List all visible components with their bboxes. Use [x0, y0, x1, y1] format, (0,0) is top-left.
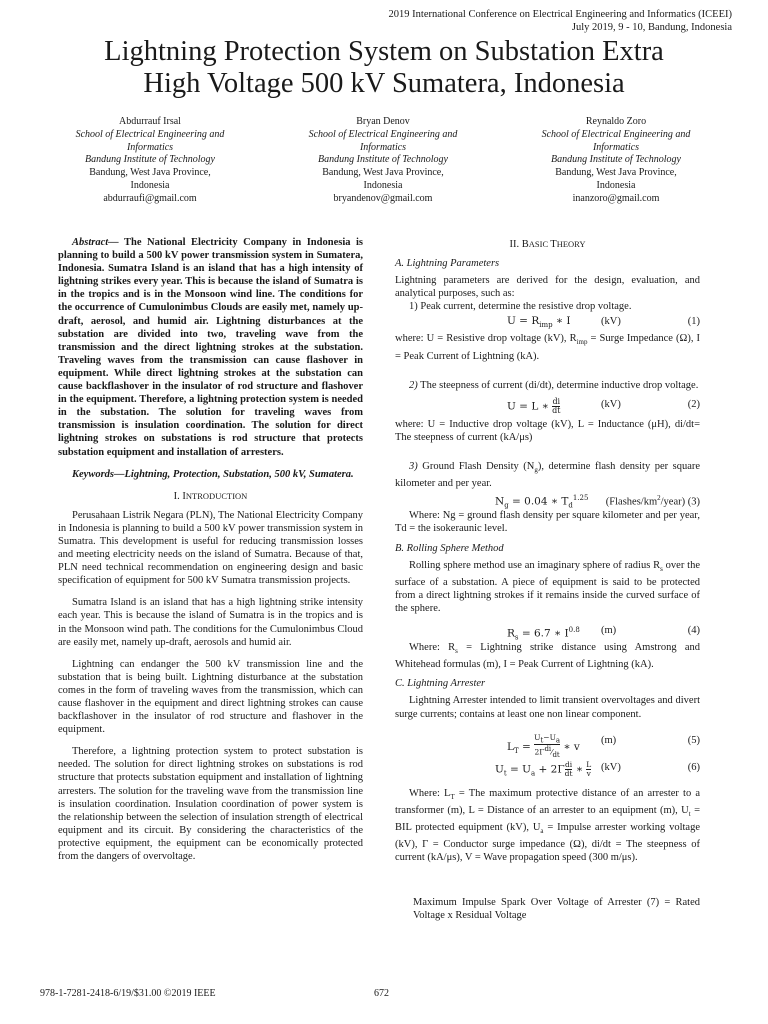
left-column: [58, 236, 363, 863]
author-affiliation: School of Electrical Engineering and: [75, 128, 225, 140]
author-email: inanzoro@gmail.com: [572, 192, 660, 204]
paragraph: Where: $L_T$ = The maximum protective distance of an arrester to a transformer (m), L = Distance of an arrester to an equipment (m), $U_t$ = BIL protected equipment (kV), $U_a$ = Impulse arrester working voltage (kV), Γ = Conductor surge impedance (Ω), di/dt = The steepness of current (kA/μs), V = Wave propagation speed (300 m/μs).: [395, 787, 701, 864]
author-country: Indonesia: [596, 179, 636, 191]
section-rest: ASIC: [528, 239, 551, 249]
section-number: II.: [509, 239, 520, 250]
equation-expression: U = L ∗ $\frac{di}{dt}$: [507, 396, 561, 415]
author-2: [283, 116, 483, 206]
subsection-heading: A. Lightning Parameters: [395, 258, 500, 270]
equation-number: (5): [687, 734, 700, 746]
item-text: The steepness of current (di/dt), determine inductive drop voltage.: [417, 379, 699, 391]
abstract-text: The National Electricity Company in Indonesia is planning to build a 500 kV power transmission system in Sumatera, Indonesia. Sumatra Island is an island that has a high intensity of lightning strikes every year. This is because the island of Sumatra is in the tropics and is in the Monsoon wind line. The conditions for the occurrence of Cumulonimbus Clouds are easily met, namely up-draft, aerosol, and humid air. Lightning disturbances at the substation are divided into two, traveling wave from the transmission and the direct lightning strokes at the substation. Traveling waves from the transmission can cause flashover in equipment. While direct lightning strokes at the substation can cause backflashover in the insulator of rod structure and flashover in the equipment. Therefore, a lightning protection system is needed in the substation. The solution for traveling waves from transmission is insulation coordination. The solution for direct lightning strokes on substations is rod structure that protects substation equipment and installation of arresters.: [58, 237, 363, 458]
paragraph: Sumatra Island is an island that has a high lightning strike intensity each year. This is because the island of Sumatra is in the tropics and is in the Monsoon wind path. The conditions for the Cumulonimbus Cloud are easily met, namely up-draft, aerosols and humid air.: [58, 597, 363, 648]
author-name: Abdurrauf Irsal: [119, 116, 181, 127]
paper-title: [0, 36, 768, 100]
section-initial: B: [521, 239, 529, 250]
where-text: Where: L: [409, 787, 451, 799]
section-rest: HEORY: [556, 239, 586, 249]
equation-expression: $R_s = 6.7$ ∗ $I^{0.8}$: [507, 626, 580, 642]
equation-number: (4): [687, 625, 700, 637]
where-text: Where: R: [409, 642, 456, 654]
list-item: [395, 379, 700, 392]
keywords-label: Keywords—: [72, 468, 125, 480]
author-affiliation: School of Electrical Engineering and: [308, 128, 458, 140]
keywords: [58, 468, 363, 481]
author-location: Bandung, West Java Province,: [322, 167, 444, 179]
equation-unit: (m): [601, 734, 617, 746]
author-institution: Bandung Institute of Technology: [85, 154, 215, 166]
equation-unit: (kV): [601, 761, 621, 773]
paragraph-text: over the surface of a substation. A piece of equipment is said to be protected from a direct lightning strokes if it remains inside the curved surface of the sphere.: [395, 559, 700, 614]
section-heading-basic-theory: [395, 238, 700, 251]
abstract: [58, 236, 363, 459]
equation-number: (2): [687, 398, 700, 410]
author-email: abdurraufi@gmail.com: [103, 192, 197, 204]
section-heading-introduction: [58, 490, 363, 503]
equation-expression: $U = R_{imp}$ ∗ I: [507, 315, 571, 330]
equation-unit: (kV): [601, 398, 621, 410]
equation-unit: (kV): [601, 316, 621, 328]
keywords-text: Lightning, Protection, Substation, 500 kV, Sumatera.: [124, 468, 354, 480]
author-affiliation: School of Electrical Engineering and: [541, 128, 691, 140]
abstract-label: Abstract—: [72, 237, 119, 248]
subsection-heading: B. Rolling Sphere Method: [395, 542, 504, 554]
paragraph: Lightning can endanger the 500 kV transmission line and the substation that is being built. Lightning disturbance at the substation comes in the form of traveling waves from the transmission, which can cause flashover in the equipment and direct lightning strokes can cause backflashover in the insulator of rod structure and flashover in the equipment.: [58, 658, 363, 736]
paragraph: Therefore, a lightning protection system to protect substation is needed. The solution for direct lightning strokes on substations is rod structure that protects substation equipment and installation of lightning arresters. The solution for the traveling wave from the transmission line is insulation coordination. Insulation coordination of power system is the relationship between the selection of insulation strength of electrical equipment and its circuit. By considering the characteristics of the protective equipment, the equipment can be economically protected from the dangers of overvoltage.: [58, 746, 363, 863]
subsection-heading: C. Lightning Arrester: [395, 678, 486, 690]
paragraph: Lightning parameters are derived for the design, evaluation, and analytical purposes, such as:: [395, 275, 700, 300]
equation-expression: $U_t = U_a + 2\Gamma$ $\frac{di}{dt}$ ∗ $\frac{L}{v}$: [495, 759, 592, 778]
author-country: Indonesia: [130, 179, 170, 191]
item-text: ), determine flash density per square kilometer and per year.: [395, 461, 701, 490]
item-number: 3): [409, 461, 418, 473]
author-affiliation: Informatics: [359, 141, 407, 153]
section-initial: I: [182, 490, 186, 502]
author-location: Bandung, West Java Province,: [555, 167, 677, 179]
where-text: = BIL protected equipment (kV), U: [395, 804, 701, 833]
paragraph: Perusahaan Listrik Negara (PLN), The National Electricity Company in Indonesia is planning to build a 500 kV power transmission system in Sumatra. This development is useful for reducing transmission losses and meeting electricity needs on the island of Sumatra. Because of that, PLN need technical recommendation on engineering design and basic specification of equipment for 500 kV Sumatra transmission projects.: [58, 509, 363, 587]
equation-number: (6): [687, 761, 700, 773]
equation-1: [395, 315, 700, 330]
title-line-2: High Voltage 500 kV Sumatera, Indonesia: [143, 68, 625, 99]
equation-6: [395, 757, 700, 781]
where-text: = Lightning strike distance using Amstrong and Whitehead formulas (m), I = Peak Current of Lightning (kA).: [395, 642, 701, 671]
author-country: Indonesia: [363, 179, 403, 191]
conference-date: July 2019, 9 - 10, Bandung, Indonesia: [571, 22, 732, 33]
author-institution: Bandung Institute of Technology: [551, 154, 681, 166]
where-text: = Impulse arrester working voltage (kV), Γ = Conductor surge impedance (Ω), di/dt = The steepness of current (kA/μs), V = Wave propagation speed (300 m/μs).: [395, 822, 700, 864]
title-line-1: Lightning Protection System on Substation Extra: [104, 36, 664, 67]
author-location: Bandung, West Java Province,: [89, 167, 211, 179]
paragraph: where: U = Resistive drop voltage (kV), $R_{imp}$ = Surge Impedance (Ω), I = Peak Current of Lightning (kA).: [395, 333, 701, 362]
equation-unit: (m): [601, 625, 617, 637]
author-name: Bryan Denov: [356, 116, 410, 127]
paragraph: Lightning Arrester intended to limit transient overvoltages and divert surge currents; contains at least one non linear component.: [395, 695, 700, 720]
where-text: = Surge Impedance (Ω), I = Peak Current of Lightning (kA).: [395, 333, 701, 362]
author-name: Reynaldo Zoro: [585, 116, 647, 127]
equation-number: /year) (3): [660, 496, 700, 508]
author-email: bryandenov@gmail.com: [333, 192, 433, 204]
section-number: I.: [173, 490, 180, 502]
equation-number: (1): [687, 316, 700, 328]
paragraph: Rolling sphere method use an imaginary sphere of radius $R_s$ over the surface of a substation. A piece of equipment is said to be protected from a direct lightning strokes if it remains inside the curved surface of the sphere.: [395, 559, 700, 614]
where-text: where: U = Resistive drop voltage (kV), R: [395, 333, 577, 345]
equation-unit-number: $(Flashes/km^2/year)$ (3): [605, 494, 700, 508]
conference-header: [312, 8, 732, 34]
paragraph-text: Rolling sphere method use an imaginary sphere of radius R: [409, 559, 661, 571]
equation-4: [395, 624, 700, 642]
right-column: [395, 238, 700, 923]
paragraph: Where: Ng = ground flash density per square kilometer and per year, Td = the isokeraunic level.: [395, 510, 700, 535]
section-rest: NTRODUCTION: [185, 490, 248, 501]
list-item: 3) Ground Flash Density $(N_g)$, determine flash density per square kilometer and per year.: [395, 461, 701, 490]
author-1: [50, 116, 250, 206]
equation-unit: (Flashes/km: [605, 496, 658, 508]
author-affiliation: Informatics: [126, 141, 174, 153]
equation-7: Maximum Impulse Spark Over Voltage of Arrester (7) = Rated Voltage x Residual Voltage: [413, 897, 700, 922]
conference-name: 2019 International Conference on Electrical Engineering and Informatics (ICEEI): [388, 9, 732, 20]
equation-2: [395, 394, 700, 416]
equation-3: [395, 492, 700, 510]
author-institution: Bandung Institute of Technology: [318, 154, 448, 166]
paragraph: Where: $R_s$ = Lightning strike distance using Amstrong and Whitehead formulas (m), I = Peak Current of Lightning (kA).: [395, 642, 701, 671]
item-number: 2): [409, 379, 418, 391]
equation-5: [395, 729, 700, 760]
where-text: = The maximum protective distance of an arrester to a transformer (m), L = Distance of an arrester to an equipment (m), U: [395, 787, 701, 816]
equation-expression: $L_T$ = $U_t-U_a$ $2\Gamma^{di}⁄_{dt}$ ∗ v: [507, 732, 580, 760]
page-number: 672: [374, 988, 389, 999]
author-3: [516, 116, 716, 206]
equation-expression: $N_g = 0.04$ ∗ $T_d^{1.25}$: [495, 494, 589, 510]
paragraph: where: U = Inductive drop voltage (kV), L = Inductance (μH), di/dt= The steepness of current (kA/μs): [395, 418, 700, 443]
copyright-footer: 978-1-7281-2418-6/19/$31.00 ©2019 IEEE: [40, 988, 216, 999]
section-initial: T: [550, 239, 557, 250]
item-text: Ground Flash Density (N: [417, 461, 535, 473]
list-item: 1) Peak current, determine the resistive drop voltage.: [409, 301, 632, 313]
author-affiliation: Informatics: [592, 141, 640, 153]
